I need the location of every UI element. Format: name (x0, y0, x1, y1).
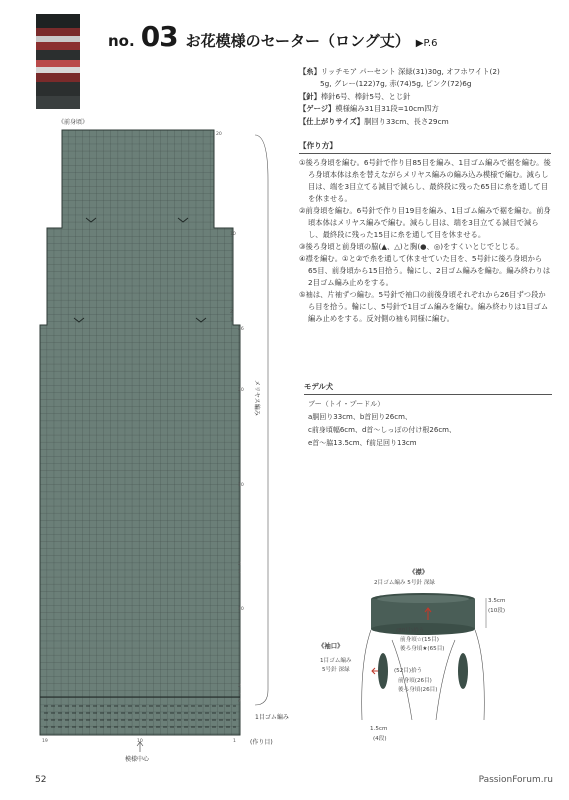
tick-10: 10 (137, 739, 143, 744)
row-tick-j: 10 (238, 607, 244, 612)
row-tick-d: 1 (230, 318, 233, 323)
chart-label-front: 《前身頃》 (58, 119, 89, 126)
instructions-heading: 【作り方】 (299, 140, 551, 154)
row-tick-a: 20 (216, 132, 222, 137)
materials-yarn-cont: 5g, グレー(122)7g, 赤(74)5g, ピンク(72)6g (320, 79, 472, 89)
materials-size: 【仕上がりサイズ】胴回り33cm、長さ29cm (299, 116, 449, 126)
sleeve-needle-label: 5号針 深緑 (322, 667, 350, 673)
row-tick-b: 10 (230, 232, 236, 237)
row-tick-k: 4 (238, 699, 241, 704)
collar-rib-label: 2目ゴム編み 5号針 深緑 (374, 580, 436, 586)
row-tick-l: 2 (238, 684, 241, 689)
collar-front-pickup: 前身頃☆(15目) (400, 637, 439, 643)
sleeve-height: 1.5cm (370, 726, 388, 732)
model-line-1: ブー（トイ・プードル） (308, 400, 385, 408)
row-tick-e: 26 (238, 327, 244, 332)
chart-label-rib: 1目ゴム編み (255, 714, 289, 721)
chart-label-cast-on: (作り目) (250, 739, 273, 746)
sleeve-rows: (4段) (373, 736, 387, 742)
sleeve-back-pickup: 後ろ身頃(26目) (398, 687, 438, 693)
sleeve-pickup: (52目)拾う (394, 668, 423, 674)
chart-label-center: 模様中心 (125, 756, 150, 763)
sleeve-front-pickup: 前身頃(26目) (398, 678, 432, 684)
sleeve-title: 《袖口》 (318, 642, 344, 650)
materials-gauge: 【ゲージ】模様編み31目31段=10cm四方 (299, 104, 439, 114)
chart-label-stockinette: メリヤス編み (253, 380, 260, 416)
model-line-3: c前身頃幅6cm、d首〜しっぽの付け根26cm、 (308, 426, 456, 434)
chart-body (40, 130, 240, 735)
instruction-step-3: ③後ろ身頃と前身頃の脇(▲、△)と胸(●、◎)をすくいとじでとじる。 (299, 242, 524, 251)
model-line-2: a胴回り33cm、b首回り26cm、 (308, 413, 412, 421)
tick-19: 19 (42, 739, 48, 744)
collar-rows: (10段) (488, 608, 506, 614)
title-no: no. (108, 32, 135, 50)
collar-diagram (362, 593, 486, 720)
row-tick-c: 2 (230, 310, 233, 315)
row-tick-h: 2 (238, 562, 241, 567)
row-tick-m: 1 (238, 691, 241, 696)
watermark: PassionForum.ru (478, 775, 553, 785)
tick-1: 1 (233, 739, 236, 744)
instruction-step-1: ①後ろ身頃を編む。6号針で作り目85目を編み、1目ゴム編みで裾を編む。後ろ身頃本体は糸を替えながらメリヤス編みの編み込み模様で編む。減らし目は、端を3目立てる減目で減らし、最終段に残った65目に糸を通して目を休ませる。 (299, 158, 551, 203)
materials-needles: 【針】棒針6号、棒針5号、とじ針 (299, 91, 411, 101)
title-text: お花模様のセーター（ロング丈） (185, 32, 410, 50)
row-tick-i: 1 (238, 570, 241, 575)
collar-back-pickup: 後ろ身頃★(65目) (400, 646, 445, 652)
row-tick-g: 10 (238, 483, 244, 488)
collar-height: 3.5cm (488, 598, 506, 604)
title-number: 03 (140, 20, 178, 53)
collar-title: 《襟》 (409, 568, 429, 576)
sleeve-rib-label: 1目ゴム編み (320, 658, 352, 664)
materials-yarn: 【糸】リッチモア パーセント 深緑(31)30g, オフホワイト(2) (299, 67, 500, 76)
instruction-step-5: ⑤袖は、片袖ずつ編む。5号針で袖口の前後身頃それぞれから26目ずつ段から目を拾う。輪にし、5号針で1目ゴム編みを編む。編み終わりは1目ゴム編み止めをする。反対側の袖も同様に編む。 (299, 290, 549, 323)
row-tick-f: 20 (238, 388, 244, 393)
instruction-step-2: ②前身頃を編む。6号針で作り目19目を編み、1目ゴム編みで裾を編む。前身頃本体はメリヤス編みで編む。減らし目は、端を3目立てる減目で減らし、最終段に残った15目に糸を通して目を休ませる。 (299, 206, 551, 239)
model-heading: モデル犬 (304, 380, 552, 395)
collar-pickup: (80目)拾う (396, 628, 425, 634)
page-reference: ▶P.6 (415, 38, 438, 49)
instruction-step-4: ④襟を編む。①と②で糸を通して休ませていた目を、5号針に後ろ身頃から65目、前身頃から15目拾う。輪にし、2目ゴム編みを編む。編み終わりは2目ゴム編み止めをする。 (299, 254, 551, 287)
model-line-4: e首〜脇13.5cm、f前足回り13cm (308, 439, 417, 447)
page-number: 52 (35, 775, 47, 785)
